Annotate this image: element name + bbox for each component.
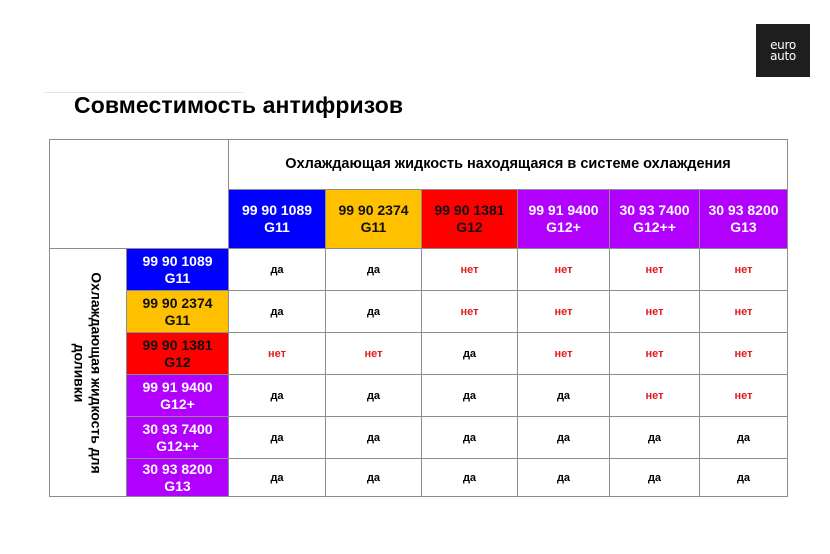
row-header-label xyxy=(142,379,212,413)
compatibility-value: да xyxy=(366,471,381,484)
row-header-label xyxy=(142,461,212,495)
row-type: G12 xyxy=(164,353,191,370)
side-label-cell xyxy=(49,249,127,497)
table-cell xyxy=(700,291,788,333)
table-cell xyxy=(700,417,788,459)
compatibility-value: да xyxy=(556,471,571,484)
compatibility-value: да xyxy=(270,263,284,276)
row-header-2 xyxy=(127,291,229,333)
table-cell xyxy=(326,459,422,497)
column-header-label xyxy=(619,202,689,236)
table-cell xyxy=(422,375,518,417)
table-cell xyxy=(422,459,518,497)
compatibility-value: да xyxy=(462,431,477,444)
compatibility-value: нет xyxy=(645,347,664,360)
row-header-1 xyxy=(127,249,229,291)
compatibility-value: да xyxy=(556,389,571,402)
table-cell xyxy=(326,417,422,459)
compatibility-value: да xyxy=(462,347,477,360)
compatibility-value: нет xyxy=(734,305,753,318)
compatibility-value: да xyxy=(462,471,477,484)
column-header-5 xyxy=(610,190,700,249)
table-cell xyxy=(229,459,326,497)
compatibility-value: нет xyxy=(460,305,479,318)
table-cell xyxy=(422,333,518,375)
table-cell xyxy=(422,417,518,459)
table-cell xyxy=(422,291,518,333)
table-cell xyxy=(229,375,326,417)
table-cell xyxy=(518,333,610,375)
compatibility-value: да xyxy=(462,389,477,402)
side-label-line-2: доливки xyxy=(71,343,88,402)
row-type: G12+ xyxy=(160,395,195,412)
column-type: G12++ xyxy=(633,219,676,235)
table-cell xyxy=(326,291,422,333)
row-type: G13 xyxy=(164,477,191,494)
table-cell xyxy=(518,375,610,417)
column-header-label xyxy=(528,202,598,236)
column-code: 99 90 1089 xyxy=(241,202,313,218)
row-code: 99 90 1089 xyxy=(142,252,213,269)
table-cell xyxy=(229,417,326,459)
euroauto-logo xyxy=(756,24,810,77)
table-cell xyxy=(518,249,610,291)
column-header-6 xyxy=(700,190,788,249)
table-cell xyxy=(518,459,610,497)
column-code: 99 90 2374 xyxy=(338,202,409,218)
table-cell xyxy=(700,249,788,291)
row-code: 99 90 2374 xyxy=(142,294,213,311)
compatibility-value: да xyxy=(366,263,381,276)
column-code: 99 91 9400 xyxy=(528,202,599,218)
row-header-5 xyxy=(127,417,229,459)
compatibility-value: нет xyxy=(645,389,664,402)
compatibility-value: да xyxy=(270,431,284,444)
column-type: G12+ xyxy=(546,219,581,235)
row-header-4 xyxy=(127,375,229,417)
table-cell xyxy=(700,459,788,497)
compatibility-value: нет xyxy=(734,263,753,276)
column-header-1 xyxy=(229,190,326,249)
table-cell xyxy=(422,249,518,291)
table-cell xyxy=(229,249,326,291)
column-type: G11 xyxy=(264,219,290,235)
compatibility-value: нет xyxy=(645,305,664,318)
compatibility-value: да xyxy=(366,431,381,444)
compatibility-value: нет xyxy=(267,347,286,360)
compatibility-value: нет xyxy=(645,263,664,276)
row-header-3 xyxy=(127,333,229,375)
compatibility-value: нет xyxy=(460,263,479,276)
row-type: G12++ xyxy=(156,437,199,454)
column-header-3 xyxy=(422,190,518,249)
table-cell xyxy=(229,291,326,333)
column-header-label xyxy=(434,202,504,236)
compatibility-value: нет xyxy=(734,389,753,402)
table-cell xyxy=(700,333,788,375)
compatibility-value: нет xyxy=(554,263,573,276)
column-code: 30 93 8200 xyxy=(708,202,779,218)
table-cell xyxy=(610,249,700,291)
row-type: G11 xyxy=(164,269,191,286)
column-code: 99 90 1381 xyxy=(434,202,505,218)
table-cell xyxy=(326,249,422,291)
row-header-label xyxy=(142,337,212,371)
column-type: G12 xyxy=(456,219,483,235)
row-code: 99 90 1381 xyxy=(142,336,213,353)
logo-line-1: euro xyxy=(770,37,796,52)
column-code: 30 93 7400 xyxy=(619,202,690,218)
row-code: 99 91 9400 xyxy=(142,378,213,395)
page-title: Совместимость антифризов xyxy=(74,92,404,118)
row-code: 30 93 7400 xyxy=(142,420,213,437)
compatibility-value: да xyxy=(736,431,751,444)
column-header-label xyxy=(708,202,778,236)
column-type: G11 xyxy=(360,219,387,235)
table-cell xyxy=(610,417,700,459)
table-cell xyxy=(326,375,422,417)
column-header-2 xyxy=(326,190,422,249)
table-cell xyxy=(700,375,788,417)
compatibility-value: да xyxy=(736,471,751,484)
table-cell xyxy=(610,333,700,375)
header-caption: Охлаждающая жидкость находящаяся в системе охлаждения xyxy=(285,156,731,172)
table-cell xyxy=(518,291,610,333)
table-cell xyxy=(326,333,422,375)
table-cell xyxy=(518,417,610,459)
header-caption-cell xyxy=(229,139,788,190)
row-header-label xyxy=(142,421,212,455)
table-corner-empty xyxy=(49,139,229,249)
compatibility-value: да xyxy=(270,471,284,484)
table-cell xyxy=(610,375,700,417)
compatibility-value: нет xyxy=(554,347,573,360)
compatibility-value: да xyxy=(366,305,381,318)
column-header-4 xyxy=(518,190,610,249)
row-header-label xyxy=(142,295,212,329)
compatibility-value: нет xyxy=(554,305,573,318)
column-header-label xyxy=(242,202,312,236)
side-label xyxy=(71,272,105,473)
logo-line-2: auto xyxy=(770,48,796,63)
table-cell xyxy=(610,459,700,497)
side-label-line-1: Охлаждающая жидкость для xyxy=(88,271,105,474)
compatibility-value: да xyxy=(270,305,284,318)
table-cell xyxy=(610,291,700,333)
compatibility-value: да xyxy=(366,389,381,402)
compatibility-value: да xyxy=(647,431,662,444)
column-type: G13 xyxy=(730,219,757,235)
column-header-label xyxy=(338,202,408,236)
row-header-label xyxy=(142,253,212,287)
compatibility-value: да xyxy=(647,471,662,484)
compatibility-value: да xyxy=(556,431,571,444)
compatibility-value: да xyxy=(270,389,284,402)
compatibility-value: нет xyxy=(734,347,753,360)
row-code: 30 93 8200 xyxy=(142,460,213,477)
compatibility-value: нет xyxy=(364,347,383,360)
row-type: G11 xyxy=(164,311,191,328)
row-header-6 xyxy=(127,459,229,497)
table-cell xyxy=(229,333,326,375)
